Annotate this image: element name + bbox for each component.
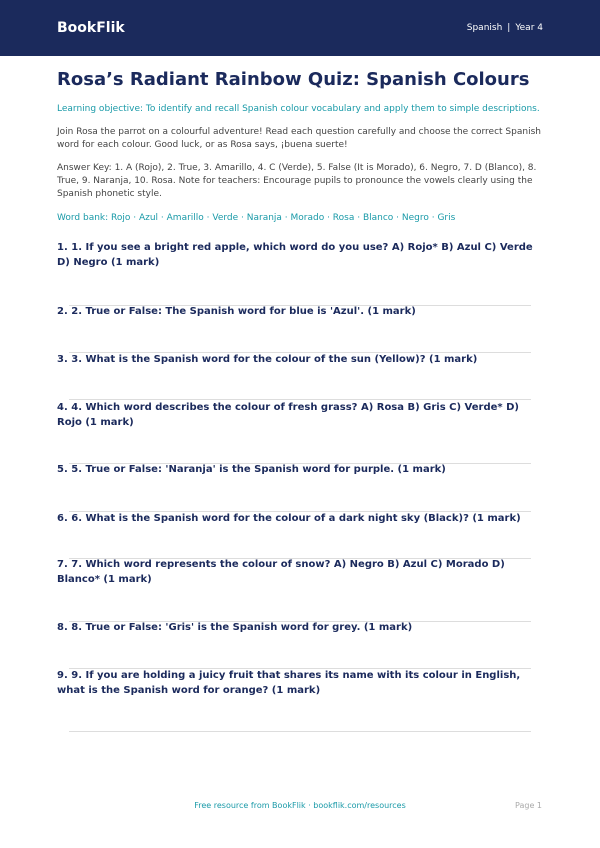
question-4: 4. 4. Which word describes the colour of fresh grass? A) Rosa B) Gris C) Verde* D) Rojo (1 mark) [57,402,519,428]
subject-year: Spanish | Year 4 [466,23,543,33]
learning-objective: Learning objective: To identify and recall Spanish colour vocabulary and apply them to simple descriptions. [57,104,540,114]
question-8: 8. 8. True or False: 'Gris' is the Spanish word for grey. (1 mark) [57,622,413,633]
intro-text: Join Rosa the parrot on a colourful adventure! Read each question carefully and choose the correct Spanish word for each colour. Good luck, or as Rosa says, ¡buena suerte! [57,127,541,150]
question-9: 9. 9. If you are holding a juicy fruit that shares its name with its colour in English, what is the Spanish word for orange? (1 mark) [57,670,521,696]
year-label: Year 4 [515,23,543,33]
answer-key: Answer Key: 1. A (Rojo), 2. True, 3. Amarillo, 4. C (Verde), 5. False (It is Morado), 6. Negro, 7. D (Blanco), 8. True, 9. Naranja, 10. Rosa. Note for teachers: Encourage pupils to pronounce the vowels clearly using the Spanish phonetic style. [57,163,537,199]
question-7: 7. 7. Which word represents the colour of snow? A) Negro B) Azul C) Morado D) Blanco* (1 mark) [57,559,505,585]
footer-link[interactable]: Free resource from BookFlik · bookflik.com/resources [194,801,406,810]
word-bank: Word bank: Rojo · Azul · Amarillo · Verde · Naranja · Morado · Rosa · Blanco · Negro · Gris [57,213,456,223]
question-5: 5. 5. True or False: 'Naranja' is the Spanish word for purple. (1 mark) [57,464,446,475]
header-bar [0,0,600,56]
brand-logo[interactable]: BookFlik [57,20,125,36]
question-1: 1. 1. If you see a bright red apple, which word do you use? A) Rojo* B) Azul C) Verde D) Negro (1 mark) [57,242,533,268]
intro-section [0,68,600,225]
answer-line-9[interactable] [69,731,531,732]
question-6: 6. 6. What is the Spanish word for the colour of a dark night sky (Black)? (1 mark) [57,513,521,524]
footer [0,801,600,815]
page-title: Rosa’s Radiant Rainbow Quiz: Spanish Colours [57,69,530,90]
subject-label: Spanish [466,23,503,33]
question-2: 2. 2. True or False: The Spanish word for blue is 'Azul'. (1 mark) [57,306,416,317]
page-number: Page 1 [515,801,542,810]
question-3: 3. 3. What is the Spanish word for the colour of the sun (Yellow)? (1 mark) [57,354,478,365]
